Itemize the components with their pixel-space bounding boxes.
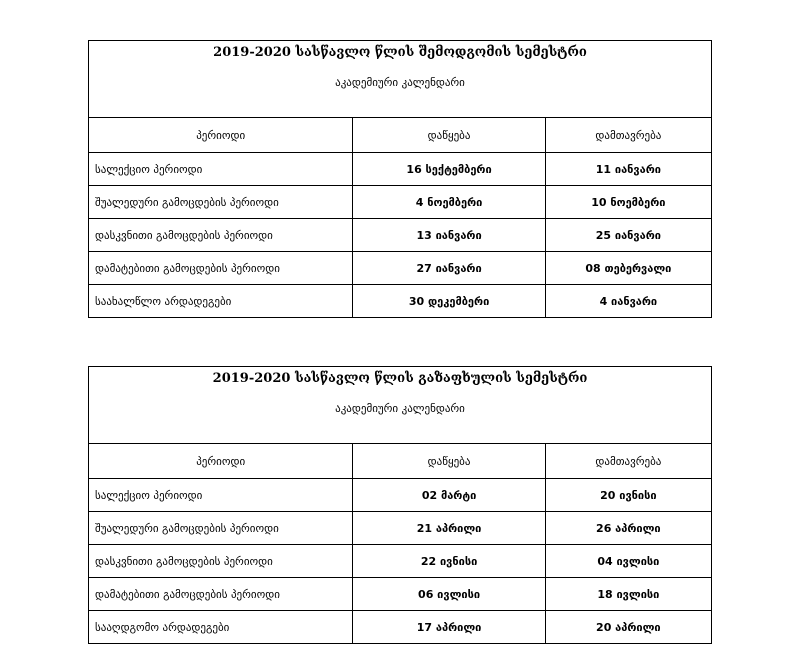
start-date-cell: 27 იანვარი [353, 252, 545, 285]
end-date-cell: 08 თებერვალი [545, 252, 711, 285]
autumn-semester-table [88, 40, 712, 318]
start-date-cell: 13 იანვარი [353, 219, 545, 252]
period-cell: დასკვნითი გამოცდების პერიოდი [89, 219, 353, 252]
period-cell: საახალწლო არდადეგები [89, 285, 353, 318]
table-row [89, 285, 712, 318]
period-cell: სააღდგომო არდადეგები [89, 611, 353, 644]
calendar-subtitle: აკადემიური კალენდარი [335, 402, 465, 415]
start-date-cell: 06 ივლისი [353, 578, 545, 611]
table-row [89, 545, 712, 578]
table-heading-cell [89, 41, 712, 118]
start-date-cell: 30 დეკემბერი [353, 285, 545, 318]
end-date-cell: 26 აპრილი [545, 512, 711, 545]
table-row [89, 578, 712, 611]
column-header-period: პერიოდი [89, 118, 353, 153]
period-cell: დამატებითი გამოცდების პერიოდი [89, 252, 353, 285]
period-cell: დასკვნითი გამოცდების პერიოდი [89, 545, 353, 578]
table-header-row [89, 41, 712, 118]
semester-title: 2019-2020 სასწავლო წლის შემოდგომის სემესტრი [213, 45, 587, 60]
start-date-cell: 4 ნოემბერი [353, 186, 545, 219]
period-cell: შუალედური გამოცდების პერიოდი [89, 512, 353, 545]
period-cell: შუალედური გამოცდების პერიოდი [89, 186, 353, 219]
spring-semester-table [88, 366, 712, 644]
end-date-cell: 20 აპრილი [545, 611, 711, 644]
table-row [89, 252, 712, 285]
column-header-period: პერიოდი [89, 444, 353, 479]
start-date-cell: 02 მარტი [353, 479, 545, 512]
table-header-row [89, 367, 712, 444]
table-row [89, 186, 712, 219]
start-date-cell: 21 აპრილი [353, 512, 545, 545]
end-date-cell: 18 ივლისი [545, 578, 711, 611]
calendar-subtitle: აკადემიური კალენდარი [335, 76, 465, 89]
end-date-cell: 04 ივლისი [545, 545, 711, 578]
column-header-row [89, 118, 712, 153]
start-date-cell: 17 აპრილი [353, 611, 545, 644]
table-row [89, 512, 712, 545]
end-date-cell: 4 იანვარი [545, 285, 711, 318]
end-date-cell: 10 ნოემბერი [545, 186, 711, 219]
start-date-cell: 22 ივნისი [353, 545, 545, 578]
table-row [89, 153, 712, 186]
end-date-cell: 11 იანვარი [545, 153, 711, 186]
table-row [89, 479, 712, 512]
semester-title: 2019-2020 სასწავლო წლის გაზაფხულის სემესტრი [212, 371, 588, 386]
end-date-cell: 25 იანვარი [545, 219, 711, 252]
period-cell: სალექციო პერიოდი [89, 479, 353, 512]
end-date-cell: 20 ივნისი [545, 479, 711, 512]
table-heading-cell [89, 367, 712, 444]
period-cell: სალექციო პერიოდი [89, 153, 353, 186]
column-header-row [89, 444, 712, 479]
period-cell: დამატებითი გამოცდების პერიოდი [89, 578, 353, 611]
column-header-start: დაწყება [353, 444, 545, 479]
table-row [89, 611, 712, 644]
column-header-end: დამთავრება [545, 444, 711, 479]
column-header-start: დაწყება [353, 118, 545, 153]
table-row [89, 219, 712, 252]
column-header-end: დამთავრება [545, 118, 711, 153]
start-date-cell: 16 სექტემბერი [353, 153, 545, 186]
